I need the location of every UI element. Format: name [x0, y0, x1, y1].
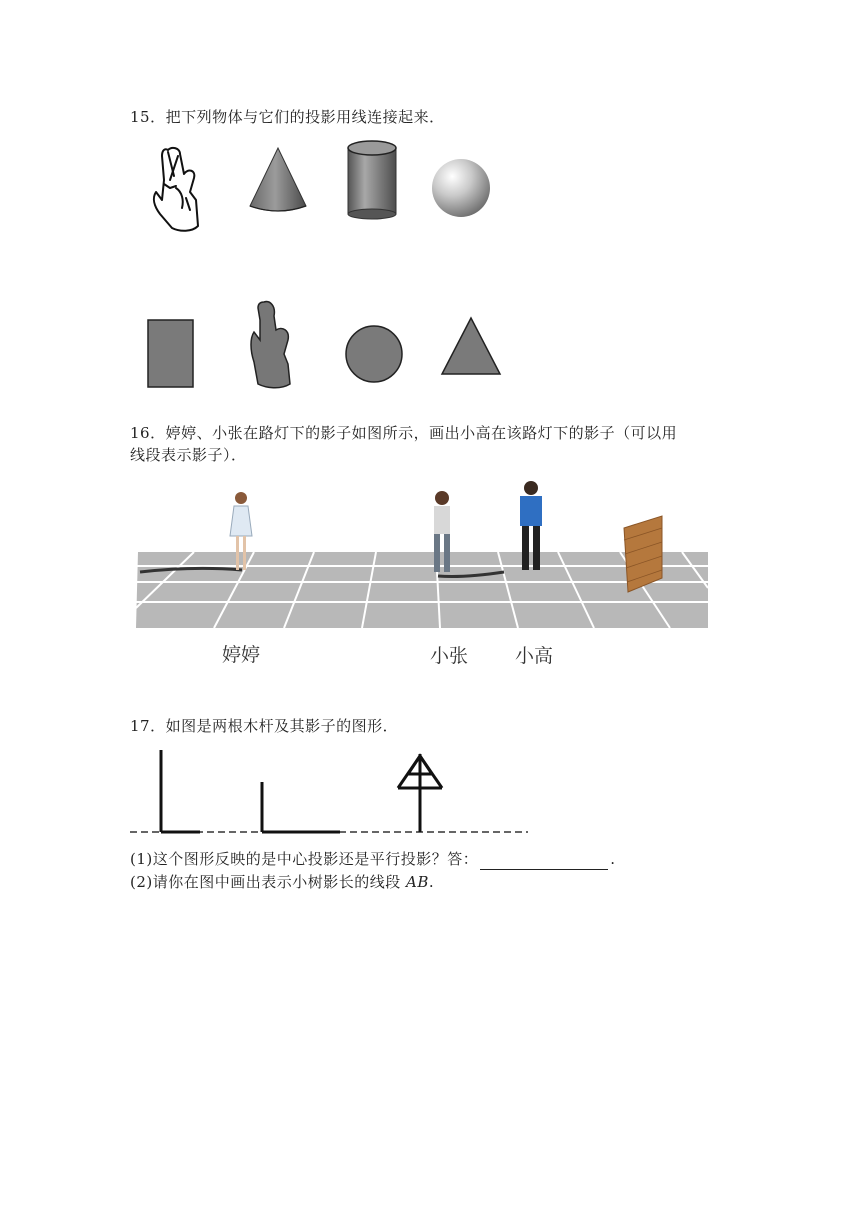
name-xiaogao: 小高: [515, 645, 554, 667]
cylinder-icon: [348, 141, 396, 219]
circle-shadow: [346, 326, 402, 382]
q17-sub1-prefix: (1)这个图形反映的是中心投影还是平行投影？答：: [130, 850, 479, 868]
q16-figure: [134, 478, 712, 634]
hand-shadow: [251, 302, 290, 388]
name-tingting: 婷婷: [222, 644, 261, 666]
q15-text: 15．把下列物体与它们的投影用线连接起来．: [130, 108, 445, 126]
q17-text: 17．如图是两根木杆及其影子的图形．: [130, 717, 399, 735]
name-xiaozhang: 小张: [430, 645, 469, 667]
cone-icon: [250, 148, 306, 211]
q17-sub2-prefix: (2)请你在图中画出表示小树影长的线段: [130, 873, 407, 891]
q15-figure: [140, 140, 520, 400]
small-tree: [398, 754, 442, 832]
q17-sub1-suffix: .: [610, 850, 616, 868]
q16-line1: 16．婷婷、小张在路灯下的影子如图所示，画出小高在该路灯下的影子（可以用: [130, 424, 678, 442]
pole-2: [262, 782, 340, 832]
brick-wall: [624, 516, 662, 592]
hand-icon: [154, 148, 198, 231]
answer-blank[interactable]: [480, 853, 608, 870]
q16-line2: 线段表示影子）．: [130, 446, 247, 464]
pole-1: [161, 750, 200, 832]
q17-sub2: [130, 871, 434, 893]
q17-sub2-suffix: .: [428, 873, 435, 891]
q17-sub2-var: AB: [406, 873, 429, 891]
q17-figure: [128, 746, 530, 838]
q17-sub1: [130, 848, 616, 870]
floor-grid: [136, 552, 708, 628]
sphere-icon: [432, 159, 490, 217]
rectangle-shadow: [148, 320, 193, 387]
triangle-shadow: [442, 318, 500, 374]
